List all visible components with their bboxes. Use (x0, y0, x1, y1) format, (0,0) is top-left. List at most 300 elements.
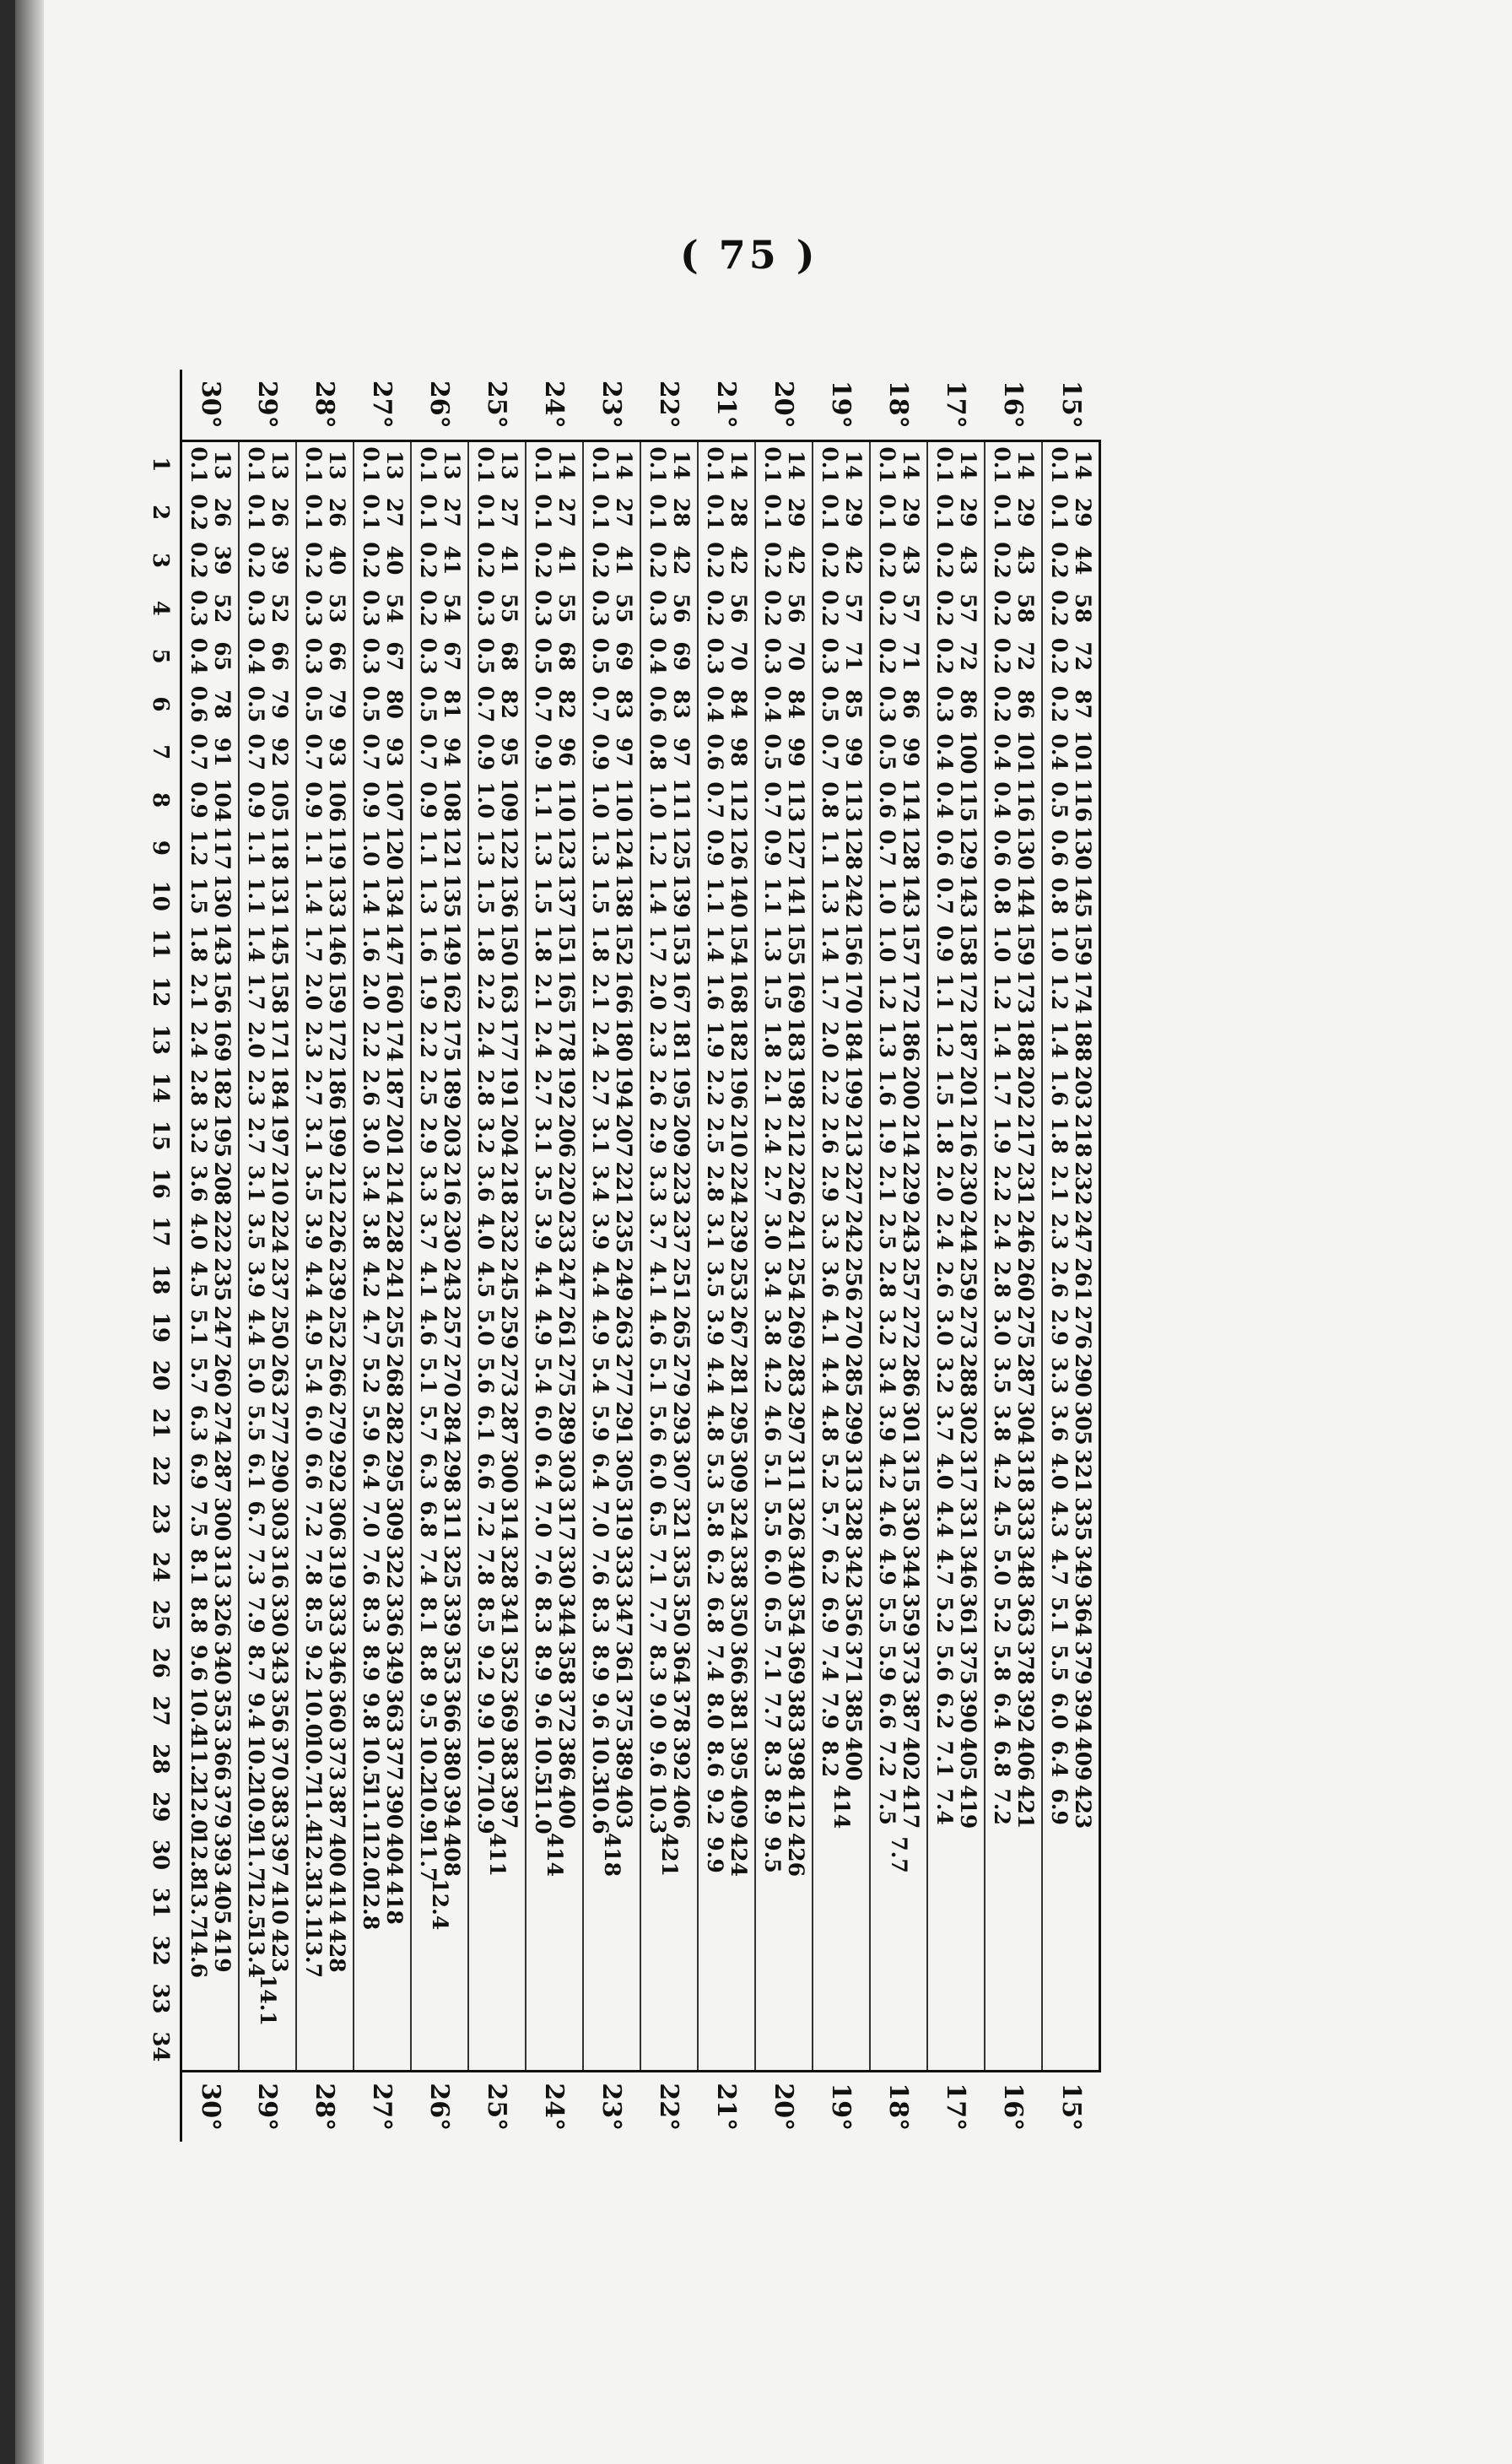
cell-value-bottom: 3.0 (990, 1309, 1014, 1346)
cell-value-top: 123 (554, 825, 579, 870)
cell-value-bottom: 1.3 (818, 877, 842, 915)
cell-value-top: 373 (899, 1640, 923, 1685)
cell-value-bottom: 3.1 (703, 1213, 727, 1251)
cell-value-top: 419 (210, 1928, 235, 1973)
cell-value-bottom: 0.9 (588, 733, 613, 771)
cell-value-top: 14 (1013, 450, 1038, 480)
table-cell (239, 1399, 296, 1447)
table-cell (698, 440, 755, 489)
cell-value-bottom: 9.5 (416, 1692, 440, 1730)
cell-value-bottom: 7.0 (531, 1500, 555, 1538)
table-cell (813, 728, 870, 776)
table-cell (1042, 1495, 1100, 1543)
cell-value-top: 364 (1071, 1592, 1095, 1637)
cell-value-top: 114 (899, 778, 923, 823)
cell-value-top: 331 (956, 1497, 980, 1542)
table-cell (583, 1351, 640, 1399)
cell-value-top: 53 (325, 593, 349, 624)
cell-value-bottom: 0.1 (760, 494, 785, 531)
table-cell (181, 1687, 240, 1739)
table-cell (985, 1208, 1042, 1256)
table-cell (640, 632, 698, 680)
table-cell (927, 1735, 985, 1783)
cell-value-top: 14 (841, 450, 866, 480)
table-cell (927, 2023, 985, 2071)
cell-value-top: 303 (554, 1449, 579, 1494)
table-row (411, 370, 468, 2142)
cell-value-top: 366 (440, 1689, 464, 1733)
cell-value-bottom: 0.1 (818, 494, 842, 531)
cell-value-bottom: 9.8 (359, 1692, 383, 1730)
table-cell (526, 632, 583, 680)
cell-value-bottom: 2.3 (1047, 1213, 1072, 1251)
cell-value-top: 378 (669, 1689, 694, 1733)
cell-value-bottom: 0.1 (932, 446, 957, 484)
cell-value-top: 92 (267, 737, 292, 767)
table-row (526, 370, 583, 2142)
cell-value-top: 146 (325, 921, 349, 966)
cell-value-bottom: 5.7 (416, 1404, 440, 1442)
table-cell (468, 920, 526, 968)
cell-value-bottom: 7.5 (186, 1500, 211, 1538)
cell-value-top: 385 (841, 1689, 866, 1733)
table-cell (755, 1495, 813, 1543)
table-cell (181, 872, 240, 920)
column-number: 24 (141, 1543, 181, 1591)
table-cell (640, 872, 698, 920)
cell-value-top: 243 (899, 1209, 923, 1254)
table-cell (640, 1351, 698, 1399)
cell-value-bottom: 0.7 (473, 685, 498, 723)
cell-value-bottom: 0.1 (1047, 446, 1072, 484)
cell-value-bottom: 2.1 (875, 1164, 899, 1202)
table-cell (985, 584, 1042, 632)
cell-value-top: 41 (440, 545, 464, 575)
table-cell (239, 1208, 296, 1256)
cell-value-top: 393 (210, 1832, 235, 1878)
cell-value-bottom: 0.7 (244, 733, 268, 771)
cell-value-top: 410 (267, 1880, 292, 1925)
cell-value-bottom: 1.5 (186, 877, 211, 915)
cell-value-bottom: 0.3 (932, 685, 957, 723)
cell-value-top: 145 (1071, 873, 1095, 918)
cell-value-top: 226 (325, 1209, 349, 1254)
cell-value-bottom: 3.7 (932, 1404, 957, 1442)
cell-value-top: 139 (669, 873, 694, 918)
cell-value-bottom: 9.4 (244, 1692, 268, 1730)
cell-value-bottom: 2.7 (760, 1164, 785, 1202)
cell-value-bottom: 4.6 (416, 1309, 440, 1346)
cell-value-bottom: 1.4 (1047, 1021, 1072, 1058)
table-cell (755, 1687, 813, 1735)
cell-value-top: 315 (899, 1449, 923, 1494)
table-cell (985, 537, 1042, 585)
table-cell (640, 1975, 698, 2023)
table-cell (870, 1304, 927, 1352)
cell-value-bottom: 3.1 (301, 1117, 326, 1154)
cell-value-bottom: 8.8 (186, 1597, 211, 1634)
cell-value-bottom: 0.2 (645, 542, 670, 579)
cell-value-bottom: 4.9 (301, 1309, 326, 1346)
cell-value-top: 394 (440, 1785, 464, 1829)
cell-value-top: 141 (784, 873, 808, 918)
cell-value-top: 366 (210, 1737, 235, 1781)
table-cell (526, 1111, 583, 1159)
cell-value-top: 245 (497, 1257, 521, 1302)
cell-value-top: 54 (382, 593, 407, 624)
column-number: 4 (141, 584, 181, 632)
cell-value-bottom: 2.3 (645, 1021, 670, 1058)
table-cell (296, 1208, 354, 1256)
table-cell (870, 920, 927, 968)
cell-value-top: 275 (554, 1353, 579, 1397)
row-label-right: 15° (1042, 2071, 1100, 2142)
cell-value-bottom: 4.4 (703, 1357, 727, 1394)
table-cell (1042, 920, 1100, 968)
cell-value-top: 14 (554, 450, 579, 480)
cell-value-top: 86 (1013, 689, 1038, 719)
cell-value-top: 356 (841, 1592, 866, 1637)
cell-value-top: 237 (267, 1257, 292, 1302)
cell-value-top: 130 (1071, 825, 1095, 870)
cell-value-top: 353 (210, 1689, 235, 1733)
cell-value-top: 414 (829, 1785, 854, 1829)
cell-value-top: 199 (325, 1113, 349, 1158)
cell-value-top: 366 (726, 1640, 751, 1685)
cell-value-top: 212 (784, 1113, 808, 1158)
cell-value-top: 207 (612, 1113, 636, 1158)
cell-value-bottom: 3.7 (645, 1213, 670, 1251)
table-cell (411, 824, 468, 873)
cell-value-bottom: 0.9 (186, 781, 211, 819)
table-cell (640, 1495, 698, 1543)
table-cell (1042, 872, 1100, 920)
table-cell (181, 1543, 240, 1591)
cell-value-top: 212 (325, 1161, 349, 1206)
cell-value-top: 277 (267, 1401, 292, 1445)
table-cell (1042, 728, 1100, 776)
table-cell (927, 537, 985, 585)
cell-value-bottom: 1.5 (531, 877, 555, 915)
table-cell (698, 489, 755, 537)
table-cell (239, 537, 296, 585)
cell-value-bottom: 4.2 (359, 1261, 383, 1298)
table-cell (870, 1447, 927, 1495)
cell-value-top: 13 (440, 450, 464, 480)
cell-value-top: 256 (841, 1257, 866, 1302)
cell-value-bottom: 2.2 (359, 1021, 383, 1058)
cell-value-top: 58 (1013, 593, 1038, 624)
empty-cell (141, 2071, 181, 2142)
cell-value-bottom: 6.5 (645, 1500, 670, 1538)
cell-value-top: 200 (899, 1065, 923, 1110)
cell-value-bottom: 8.9 (359, 1644, 383, 1682)
cell-value-bottom: 5.1 (760, 1452, 785, 1490)
cell-value-top: 78 (210, 689, 235, 719)
cell-value-bottom: 6.8 (990, 1740, 1014, 1778)
cell-value-top: 145 (267, 921, 292, 966)
cell-value-bottom: 7.4 (932, 1788, 957, 1825)
table-cell (870, 632, 927, 680)
cell-value-top: 72 (1071, 641, 1095, 672)
table-cell (526, 1351, 583, 1399)
column-number: 32 (141, 1926, 181, 1975)
table-cell (870, 728, 927, 776)
table-cell (927, 1926, 985, 1975)
table-cell (870, 776, 927, 824)
table-cell (354, 1447, 411, 1495)
cell-value-bottom: 0.5 (1047, 781, 1072, 819)
cell-value-bottom: 1.8 (531, 925, 555, 963)
cell-value-bottom: 4.1 (818, 1309, 842, 1346)
cell-value-top: 400 (325, 1832, 349, 1878)
table-cell (813, 1208, 870, 1256)
cell-value-bottom: 2.2 (703, 1069, 727, 1106)
cell-value-bottom: 3.7 (416, 1213, 440, 1251)
table-cell (698, 1399, 755, 1447)
table-cell (468, 1159, 526, 1208)
table-cell (698, 1064, 755, 1112)
cell-value-top: 307 (669, 1449, 694, 1494)
table-cell (239, 728, 296, 776)
cell-value-bottom: 0.1 (359, 446, 383, 484)
cell-value-top: 170 (841, 970, 866, 1014)
cell-value-bottom: 1.0 (645, 781, 670, 819)
cell-value-bottom: 4.3 (1047, 1500, 1072, 1538)
cell-value-bottom: 0.9 (703, 829, 727, 867)
cell-value-top: 14 (726, 450, 751, 480)
cell-value-bottom: 3.4 (760, 1261, 785, 1298)
table-cell (526, 1543, 583, 1591)
cell-value-top: 363 (1013, 1592, 1038, 1637)
cell-value-bottom: 9.9 (473, 1692, 498, 1730)
cell-value-bottom: 0.1 (416, 446, 440, 484)
cell-value-top: 172 (956, 970, 980, 1014)
table-cell (640, 440, 698, 489)
table-cell (296, 968, 354, 1016)
cell-value-bottom: 8.1 (416, 1597, 440, 1634)
table-cell (583, 1016, 640, 1064)
cell-value-top: 229 (899, 1161, 923, 1206)
cell-value-bottom: 1.8 (1047, 1117, 1072, 1154)
cell-value-top: 330 (554, 1545, 579, 1590)
table-cell (985, 1495, 1042, 1543)
cell-value-top: 316 (267, 1545, 292, 1590)
cell-value-top: 128 (899, 825, 923, 870)
table-cell (354, 1543, 411, 1591)
cell-value-bottom: 3.5 (301, 1164, 326, 1202)
cell-value-bottom: 0.9 (301, 781, 326, 819)
table-cell (526, 1687, 583, 1735)
cell-value-top: 285 (841, 1353, 866, 1397)
table-cell (583, 1975, 640, 2023)
cell-value-bottom: 1.8 (473, 925, 498, 963)
table-cell (813, 776, 870, 824)
table-cell (813, 1447, 870, 1495)
cell-value-top: 184 (267, 1065, 292, 1110)
table-cell (698, 776, 755, 824)
table-cell (181, 1111, 240, 1159)
cell-value-bottom: 0.8 (1047, 877, 1072, 915)
cell-value-top: 270 (440, 1353, 464, 1397)
cell-value-bottom: 2.8 (703, 1164, 727, 1202)
table-cell (296, 1878, 354, 1931)
table-cell (698, 2023, 755, 2071)
table-row (640, 370, 698, 2142)
cell-value-top: 354 (784, 1592, 808, 1637)
table-cell (239, 1159, 296, 1208)
table-cell (640, 776, 698, 824)
table-cell (526, 1975, 583, 2023)
table-cell (813, 1878, 870, 1926)
table-cell (927, 968, 985, 1016)
table-cell (755, 1543, 813, 1591)
cell-value-top: 220 (554, 1161, 579, 1206)
cell-value-bottom: 1.1 (703, 877, 727, 915)
table-cell (698, 1783, 755, 1831)
cell-value-bottom: 0.5 (416, 685, 440, 723)
cell-value-top: 104 (210, 778, 235, 823)
table-cell (698, 728, 755, 776)
cell-value-bottom: 7.7 (760, 1692, 785, 1730)
table-cell (1042, 1878, 1100, 1926)
table-cell (411, 1975, 468, 2023)
cell-value-bottom: 0.6 (990, 829, 1014, 867)
cell-value-bottom: 4.4 (301, 1261, 326, 1298)
table-cell (354, 1591, 411, 1640)
cell-value-top: 66 (325, 641, 349, 672)
cell-value-bottom: 2.7 (244, 1117, 268, 1154)
table-cell (354, 489, 411, 537)
column-number: 33 (141, 1975, 181, 2023)
table-cell (354, 1208, 411, 1256)
column-number: 27 (141, 1687, 181, 1735)
cell-value-bottom: 1.4 (818, 925, 842, 963)
column-number: 20 (141, 1351, 181, 1399)
cell-value-top: 29 (899, 497, 923, 527)
cell-value-bottom: 1.6 (416, 925, 440, 963)
cell-value-top: 242 (841, 1209, 866, 1254)
table-cell (927, 776, 985, 824)
table-cell (698, 584, 755, 632)
cell-value-bottom: 0.2 (301, 542, 326, 579)
table-cell (1042, 1111, 1100, 1159)
table-cell (755, 680, 813, 728)
cell-value-bottom: 0.5 (875, 733, 899, 771)
cell-value-bottom: 5.9 (875, 1644, 899, 1682)
cell-value-top: 330 (899, 1497, 923, 1542)
cell-value-bottom: 0.3 (588, 590, 613, 627)
cell-value-top: 13 (325, 450, 349, 480)
cell-value-bottom: 3.1 (588, 1117, 613, 1154)
cell-value-top: 390 (956, 1689, 980, 1733)
cell-value-top: 412 (784, 1785, 808, 1829)
cell-value-bottom: 0.1 (990, 446, 1014, 484)
table-cell (640, 1831, 698, 1879)
cell-value-bottom: 1.1 (301, 829, 326, 867)
table-cell (813, 1256, 870, 1304)
table-cell (813, 537, 870, 585)
table-cell (927, 1399, 985, 1447)
table-cell (640, 2023, 698, 2071)
table-cell (640, 1543, 698, 1591)
cell-value-top: 302 (956, 1401, 980, 1445)
cell-value-top: 326 (210, 1592, 235, 1637)
cell-value-top: 191 (497, 1065, 521, 1110)
cell-value-bottom: 3.4 (588, 1164, 613, 1202)
cell-value-bottom: 0.1 (359, 494, 383, 531)
cell-value-bottom: 0.7 (301, 733, 326, 771)
column-number: 25 (141, 1591, 181, 1640)
table-cell (296, 776, 354, 824)
cell-value-bottom: 2.8 (990, 1261, 1014, 1298)
table-cell (870, 584, 927, 632)
cell-value-top: 340 (210, 1640, 235, 1685)
cell-value-top: 101 (1071, 730, 1095, 775)
cell-value-top: 135 (440, 873, 464, 918)
cell-value-top: 298 (440, 1449, 464, 1494)
table-cell (239, 824, 296, 873)
table-cell (411, 489, 468, 537)
cell-value-top: 311 (440, 1497, 464, 1542)
cell-value-bottom: 2.6 (359, 1069, 383, 1106)
cell-value-bottom: 2.1 (1047, 1164, 1072, 1202)
page-number: ( 75 ) (680, 232, 818, 278)
cell-value-bottom: 7.9 (818, 1692, 842, 1730)
cell-value-bottom: 1.4 (244, 925, 268, 963)
table-cell (813, 920, 870, 968)
cell-value-top: 152 (612, 921, 636, 966)
cell-value-bottom: 9.6 (186, 1644, 211, 1682)
table-cell (526, 1208, 583, 1256)
cell-value-top: 319 (612, 1497, 636, 1542)
cell-value-bottom: 0.2 (703, 542, 727, 579)
cell-value-bottom: 9.6 (531, 1692, 555, 1730)
cell-value-top: 360 (325, 1689, 349, 1733)
row-label-left: 17° (927, 370, 985, 440)
cell-value-top: 110 (612, 778, 636, 823)
cell-value-top: 130 (210, 873, 235, 918)
table-cell (354, 2023, 411, 2071)
cell-value-top: 29 (1071, 497, 1095, 527)
cell-value-top: 87 (1071, 689, 1095, 719)
cell-value-bottom: 6.2 (932, 1692, 957, 1730)
column-number-row (141, 370, 181, 2142)
cell-value-top: 405 (956, 1737, 980, 1781)
cell-value-top: 224 (267, 1209, 292, 1254)
cell-value-bottom: 6.4 (1047, 1740, 1072, 1778)
cell-value-bottom: 1.3 (760, 925, 785, 963)
cell-value-top: 41 (497, 545, 521, 575)
cell-value-bottom: 0.2 (531, 542, 555, 579)
cell-value-top: 378 (1013, 1640, 1038, 1685)
table-cell (239, 920, 296, 968)
cell-value-top: 275 (1013, 1305, 1038, 1350)
table-cell (296, 584, 354, 632)
cell-value-top: 244 (956, 1209, 980, 1254)
cell-value-top: 204 (497, 1113, 521, 1158)
table-cell (354, 680, 411, 728)
table-cell (239, 680, 296, 728)
table-cell (583, 489, 640, 537)
cell-value-top: 198 (784, 1065, 808, 1110)
table-cell (927, 1304, 985, 1352)
cell-value-bottom: 1.3 (588, 829, 613, 867)
row-label-left: 22° (640, 370, 698, 440)
cell-value-top: 223 (669, 1161, 694, 1206)
cell-value-bottom: 0.3 (818, 637, 842, 675)
cell-value-top: 392 (1013, 1689, 1038, 1733)
